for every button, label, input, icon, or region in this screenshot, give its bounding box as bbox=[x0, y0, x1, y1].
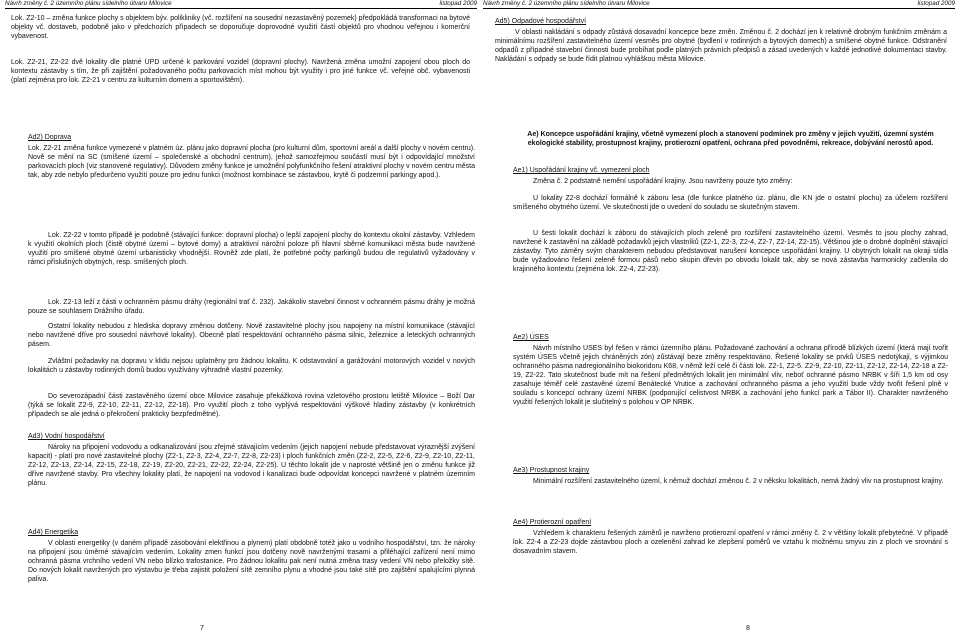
doprava-paragraph-3: Lok. Z2-13 leží z části v ochranném pásmu dráhy (regionální trať č. 232). Jakákoliv stavební činnost v ochranném pásmu dráhy je možná pouze se souhlasem Drážního úřadu. bbox=[28, 299, 475, 316]
section-heading-vodni: Ad3) Vodní hospodářství bbox=[28, 433, 105, 441]
right-column bbox=[513, 130, 948, 557]
uses-paragraph-1: Návrh místního ÚSES byl řešen v rámci územního plánu. Požadované zachování a ochrana přírodě blízkých území (která mají tvořit systém ÚSES včetně jejich chráněných zón) zůstávají beze změny respektováno. Řešené lokality se prvků ÚSES nedotýkají, s výjimkou ochranného pásma nadregionálního biokoridoru K68, v němž leží celé či části lok. Z2-1, Z2-5. Z2-9, Z2-10, Z2-11, Z2-12, Z2-14, Z2-18 a Z2-19, Z2-22. Tato skutečnost bude mít na řešení předmětných lokalit jen minimální vliv, neboť ochranné pásmo NRBK v šíři 1,5 km od osy zasahuje téměř celé zastavěné území Benátecké Vrutice a zachování ochranného pásma a jeho využití bude vždy tvořit řešení plně v souladu s koncepcí ochrany území NRBK (podporující celistvost NRBK a zachování jeho funkcí park a Tábor II). Charakter navrženého využití řešených lokalit je slučitelný s polohou v OP NRBK. bbox=[513, 345, 948, 407]
prostupnost-paragraph-1: Minimální rozšíření zastavitelného území, k němuž dochází změnou č. 2 v něksku lokalitách, nemá žádný vliv na prostupnost krajiny. bbox=[533, 478, 944, 486]
doprava-paragraph-6: Do severozápadní části zastavěného území obce Milovice zasahuje překážková rovina vzletového prostoru letiště Milovice – Boží Dar (týká se lokalit Z2-9, Z2-10, Z2-11, Z2-12, Z2-18). Pro využití ploch z toho vyplývá respektování výškové hladiny zástavby (v konkrétních případech se ale jedná o překročení prakticky bezpředmětné). bbox=[28, 393, 475, 419]
vodni-paragraph-1: Nároky na připojení vodovodu a odkanalizování jsou zřejmé stávajícím vedením (jejich napojení nebude představovat výraznější zvýšení kapacit) - platí pro nové zastavitelné plochy (Z2-1, Z2-3, Z2-4, Z2-7, Z2-8, Z2-23) i ploch funkčních změn (Z2-2, Z2-5, Z2-6, Z2-9, Z2-10, Z2-11, Z2-12, Z2-13, Z2-14, Z2-15, Z2-18, Z2-19, Z2-20, Z2-21, Z2-22, Z2-24, Z2-25). U těchto lokalit jde v naprosté většině jen o změnu funkce již dříve navržené stavby. Pro všechny lokality platí, že napojení na vodovod i kanalizaci bude odpovídat koncepci navržené v platném územním plánu. bbox=[28, 444, 475, 488]
top-paragraph-2: Lok. Z2-21, Z2-22 dvě lokality dle platné ÚPD určené k parkování vozidel (dopravní plochy). Navržená změna umožní zapojení obou ploch do kontextu zástavby s tím, že při zajištění požadovaného počtu parkovacích míst mohou být využity i pro jiné funkce vč. veřejné obč. vybavenosti (platí zejména pro lok. Z2-21 v centru za kulturním domem a sportovištěm). bbox=[11, 59, 470, 85]
doprava-paragraph-4: Ostatní lokality nebudou z hlediska dopravy změnou dotčeny. Nově zastavitelné plochy jsou napojeny na místní komunikace (stávající nebo navržené dříve pro sousední návrhové lokality). Obecně platí respektování ochranného pásma silnic, železnice a leteckých ochranných pásem. bbox=[28, 323, 475, 349]
energetika-paragraph-1: V oblasti energetiky (v daném případě zásobování elektřinou a plynem) platí obdobně totéž jako u vodního hospodářství, tzn. že nároky na připojení jsou úměrné stávajícím vedením. Lokality zmen funkcí jsou dotčeny nově navrženými trasami a přiléhající zařízení není mimo ochranná pásma vrchního vedení VN nebo blízko trafostanice. Pro žádnou lokalitu pak není nutná změna trasy vedení VN nebo přeložky sítě. Do nových lokalit navržených pro výstavbu je třeba zajistit položení sítě zemního plynu a vhodné jsou také sítě pro zajištění spalujícími plynná paliva. bbox=[28, 540, 475, 584]
section-heading-odpady: Ad5) Odpadové hospodářství bbox=[495, 18, 587, 25]
odpady-paragraph-1: V oblasti nakládání s odpady zůstává dosavadní koncepce beze změn. Změnou č. 2 dochází jen k relativně drobným funkčním změnám a minimálnímu rozšíření zastavitelného území vesměs pro obytné (bydlení v rodinných a bytových domech) a smíšené obytné funkce. Odstranění odpadů z případné stavební činnosti bude probíhat podle platných právních předpisů a zásad uvedených v každé jednotlivé dokumentaci stavby. Nakládání s odpady se bude řídit platnou vyhláškou města Milovice. bbox=[495, 29, 947, 64]
section-heading-uses: Ae2) ÚSES bbox=[513, 334, 549, 342]
section-heading-usporadani: Ae1) Uspořádání krajiny vč. vymezení ploch bbox=[513, 167, 650, 174]
section-heading-energetika: Ad4) Energetika bbox=[28, 529, 79, 537]
section-heading-prostupnost: Ae3) Prostupnost krajiny bbox=[513, 467, 590, 475]
doprava-paragraph-1: Lok. Z2-21 změna funkce vymezené v platném úz. plánu jako dopravní plocha (pro kulturní dům, sportovní areál a další plochy v novém centru). Nově se mění na SC (smíšené území – společenské a obchodní centrum), jehož samozřejmou součástí musí být i odpovídající množství parkovacích ploch (viz stanovené regulativy). Důvodem změny funkce je umožnění polyfunkčního řešení atraktivní plochy v novém centru města tak, aby zde nebylo předurčeno využití pouze pro jednu funkci (možnost kombinace se zástavbou, krytě či podzemní parkingy apod.). bbox=[28, 145, 475, 180]
page-number-left: 7 bbox=[200, 625, 204, 632]
section-heading-krajina: Ae) Koncepce uspořádání krajiny, včetně vymezení ploch a stanovení podmínek pro změny v jejich využití, územní systém ekologické stability, prostupnost krajiny, protierozní opatření, ochrana před povodněmi, rekreace, dobývání nerostů apod. bbox=[527, 131, 934, 148]
header-right-date: listopad 2009 bbox=[917, 0, 955, 7]
header-right-title: Návrh změny č. 2 územního plánu sídelního útvaru Milovice bbox=[483, 0, 650, 7]
left-column bbox=[28, 133, 475, 585]
section-heading-doprava: Ad2) Doprava bbox=[28, 134, 72, 141]
usporadani-paragraph-3: U šesti lokalit dochází k záboru do stávajících ploch zeleně pro rozšíření zastavitelného území. Vesměs to jsou plochy zahrad, navržené k zastavění na základě požadavků jejich vlastníků (Z2-1, Z2-3, Z2-4, Z2-7, Z2-14, Z2-15). Většinou jde o drobné doplnění stávající zástavby. Tyto záměry svým charakterem nebudou představovat narušení koncepce uspořádání krajiny. U obytných lokalit na okraji sídla bude vyžadováno řešení zeleně formou pásů nebo skupin dřevin po obvodu lokalit tak, aby se nová zástavba harmonicky začlenila do krajinného kontextu (zejména lok. Z2-4, Z2-23). bbox=[513, 230, 948, 274]
section-heading-protierozni: Ae4) Protierozní opatření bbox=[513, 519, 592, 527]
header-left bbox=[5, 0, 477, 9]
top-paragraph-1: Lok. Z2-10 – změna funkce plochy s objektem býv. polikliniky (vč. rozšíření na sousední nezastavěný pozemek) předpokládá transformaci na bytové objekty vč. dostaveb, podobně jako v předchozích případech se doporučuje doprovodné využití částí objektů pro vhodnou veřejnou i komerční vybavenost. bbox=[11, 15, 470, 41]
left-top-block bbox=[11, 14, 470, 113]
header-left-title: Návrh změny č. 2 územního plánu sídelního útvaru Milovice bbox=[5, 0, 172, 7]
header-right bbox=[483, 0, 955, 9]
header-left-date: listopad 2009 bbox=[439, 0, 477, 7]
page-number-right: 8 bbox=[746, 625, 750, 632]
usporadani-paragraph-2: U lokality Z2-8 dochází formálně k záboru lesa (dle funkce platného úz. plánu, dle KN jde o ostatní plochu) za účelem rozšíření smíšeného obytného území. Ve skutečnosti jde o uvedení do souladu se skutečným stavem. bbox=[513, 195, 948, 212]
doprava-paragraph-5: Zvláštní požadavky na dopravu v klidu nejsou uplatněny pro žádnou lokalitu. K odstavování a garážování motorových vozidel v nových lokalitách u zástavby rodinných domů budou využívány výhradně vlastní pozemky. bbox=[28, 358, 475, 375]
right-top-block bbox=[495, 17, 947, 83]
protierozni-paragraph-1: Vzhledem k charakteru řešených záměrů je navrženo protierozní opatření v rámci změny č. 2 v většiny lokalit přebytečné. V případě lok. Z2-4 a Z2-23 dojde zástavbou ploch a ozelenění zahrad ke zlepšení poměrů ve vztahu k možnému smyvu zin z ploch ve srovnání s dosavadním stavem. bbox=[513, 530, 948, 556]
doprava-paragraph-2: Lok. Z2-22 v tomto případě je podobně (stávající funkce: dopravní plocha) o lepší zapojení plochy do kontextu okolní zástavby. Vzhledem k využití okolních ploch (čistě obytné území – bytové domy) a atraktivní nárožní poloze při hlavní sběrné komunikaci města bude navržené využití pro smíšené obytné území urbanisticky vhodnější. Rovněž zde platí, že potřebné počty parkingů budou dle regulativů vyžadovány v rámci příslušných obytných, resp. smíšených ploch. bbox=[28, 232, 475, 267]
usporadani-paragraph-1: Změna č. 2 podstatně nemění uspořádání krajiny. Jsou navrženy pouze tyto změny: bbox=[533, 178, 793, 186]
